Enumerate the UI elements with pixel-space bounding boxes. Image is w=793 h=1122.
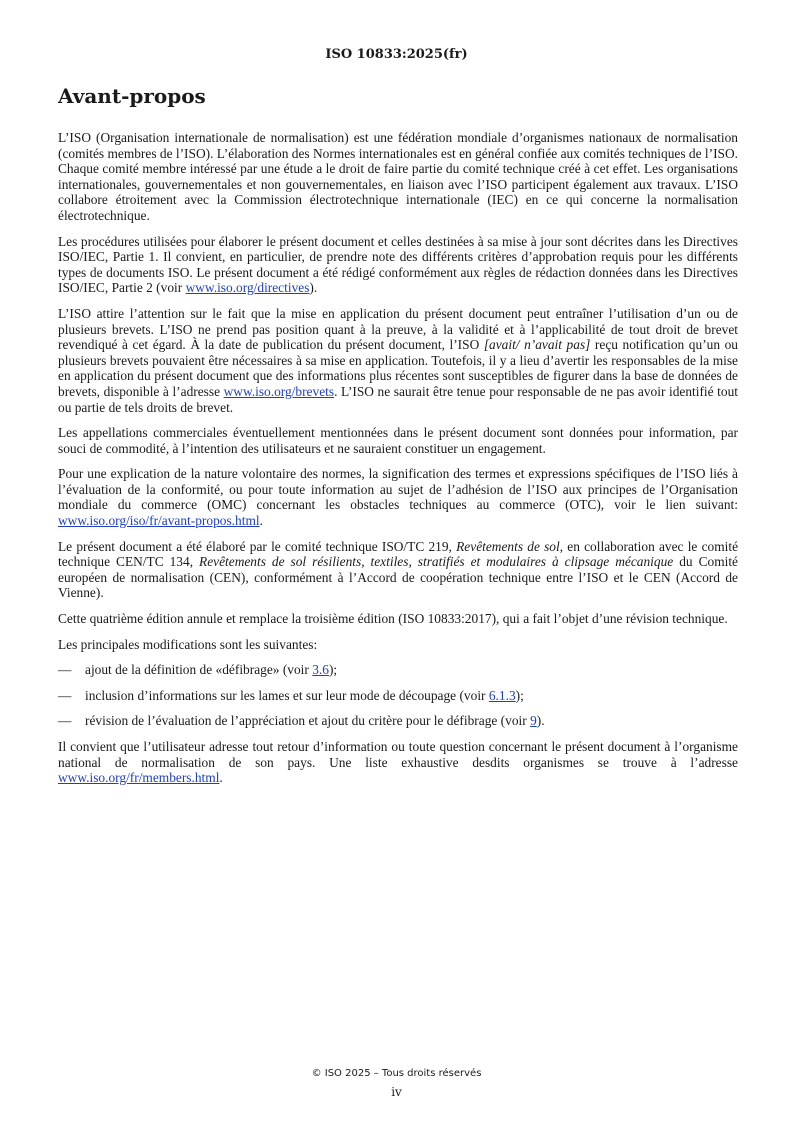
list-item-text: révision de l’évaluation de l’appréciation et ajout du critère pour le défibrage (voir <box>85 713 531 729</box>
list-item-text: inclusion d’informations sur les lames et sur leur mode de découpage (voir <box>85 687 489 703</box>
list-item-text: ajout de la définition de «défibrage» (voir <box>85 662 313 678</box>
list-item-end: ); <box>328 662 338 678</box>
paragraph-text-end: ). <box>309 280 318 296</box>
paragraph-text: , en collaboration avec le comité technique CEN/TC 134, <box>58 538 739 570</box>
paragraph-feedback <box>58 739 738 786</box>
paragraph-text: Les procédures utilisées pour élaborer le présent document et celles destinées à sa mise à jour sont décrites dans les Directives ISO/IEC, Partie 1. Il convient, en particulier, de prendre note des différents critères d’approbation requis pour les différents types de documents ISO. Le présent document a été rédigé conformément aux règles de rédaction données dans les Directives ISO/IEC, Partie 2 (voir <box>58 233 738 296</box>
italic-text: Revêtements de sol résilients, textiles, stratifiés et modulaires à clipsage mécanique <box>199 554 674 570</box>
page-title: Avant-propos <box>58 84 206 108</box>
paragraph-voluntary-nature <box>58 466 738 528</box>
list-item <box>58 713 738 729</box>
paragraph-procedures <box>58 234 738 296</box>
page-number: iv <box>391 1085 402 1099</box>
paragraph-edition: Cette quatrième édition annule et remplace la troisième édition (ISO 10833:2017), qui a fait l’objet d’une révision technique. <box>58 611 728 627</box>
clause-link[interactable]: 9 <box>530 713 537 729</box>
paragraph-text-end: . <box>259 513 263 529</box>
paragraph-changes-intro: Les principales modifications sont les suivantes: <box>58 636 318 652</box>
list-item-end: ). <box>536 713 545 729</box>
paragraph-patents <box>58 306 738 415</box>
members-link[interactable]: www.iso.org/fr/members.html <box>58 770 220 786</box>
list-item-content <box>85 662 337 678</box>
list-dash: — <box>58 662 72 678</box>
list-dash: — <box>58 687 72 703</box>
paragraph-text: reçu notification qu’un ou plusieurs brevets pouvaient être nécessaires à sa mise en application. Toutefois, il y a lieu d’avertir les responsables de la mise en application du présent document que des informations plus récentes sont susceptibles de figurer dans la base de données de brevets, disponible à l’adresse <box>58 337 738 399</box>
paragraph-text-end: . L’ISO ne saurait être tenue pour responsable de ne pas avoir identifié tout ou partie de tels droits de brevet. <box>58 383 738 415</box>
paragraph-trade-names: Les appellations commerciales éventuellement mentionnées dans le présent document sont données pour information, par souci de commodité, à l’intention des utilisateurs et ne sauraient constituer un engagement. <box>58 425 738 456</box>
list-item-content <box>85 713 545 729</box>
paragraph-text-end: . <box>219 770 223 786</box>
list-item <box>58 662 738 678</box>
clause-link[interactable]: 6.1.3 <box>488 687 516 703</box>
list-dash: — <box>58 713 72 729</box>
paragraph-text: Il convient que l’utilisateur adresse tout retour d’information ou toute question concernant le présent document à l’organisme national de normalisation de son pays. Une liste exhaustive desdits organismes se trouve à l’adresse <box>58 739 738 770</box>
list-item <box>58 688 738 704</box>
paragraph-text: L’ISO attire l’attention sur le fait que la mise en application du présent document peut entraîner l’utilisation d’un ou de plusieurs brevets. L’ISO ne prend pas position quant à la preuve, à la validité et à l’applicabilité de tout droit de brevet revendiqué à cet égard. À la date de publication du présent document, l’ISO <box>58 305 738 353</box>
italic-text: Revêtements de sol <box>456 538 560 554</box>
patents-link[interactable]: www.iso.org/brevets <box>223 383 335 399</box>
directives-link[interactable]: www.iso.org/directives <box>185 280 310 296</box>
foreword-link[interactable]: www.iso.org/iso/fr/avant-propos.html <box>58 513 260 529</box>
italic-text: [avait/ n’avait pas] <box>483 337 591 353</box>
paragraph-text: Pour une explication de la nature volontaire des normes, la signification des termes et expressions spécifiques de l’ISO liés à l’évaluation de la conformité, ou pour toute information au sujet de l’adhésion de l’ISO aux principes de l’Organisation mondiale du commerce (OMC) concernant les obstacles techniques au commerce (OTC), voir le lien suivant: <box>58 466 738 513</box>
paragraph-iso-intro: L’ISO (Organisation internationale de normalisation) est une fédération mondiale d’organismes nationaux de normalisation (comités membres de l’ISO). L’élaboration des Normes internationales est en général confiée aux comités techniques de l’ISO. Chaque comité membre intéressé par une étude a le droit de faire partie du comité technique créé à cet effet. Les organisations internationales, gouvernementales et non gouvernementales, en liaison avec l’ISO participent également aux travaux. L’ISO collabore étroitement avec la Commission électrotechnique internationale (IEC) en ce qui concerne la normalisation électrotechnique. <box>58 130 738 223</box>
paragraph-committee <box>58 539 738 601</box>
clause-link[interactable]: 3.6 <box>312 662 329 678</box>
paragraph-text: Le présent document a été élaboré par le comité technique ISO/TC 219, <box>58 538 457 554</box>
list-item-end: ); <box>515 687 524 703</box>
copyright-footer: © ISO 2025 – Tous droits réservés <box>311 1068 482 1079</box>
paragraph-text-end: du Comité européen de normalisation (CEN), conformément à l’Accord de coopération technique entre l’ISO et le CEN (Accord de Vienne). <box>58 554 738 601</box>
document-id-header: ISO 10833:2025(fr) <box>325 47 468 62</box>
document-body <box>58 130 738 796</box>
list-item-content <box>85 688 524 704</box>
